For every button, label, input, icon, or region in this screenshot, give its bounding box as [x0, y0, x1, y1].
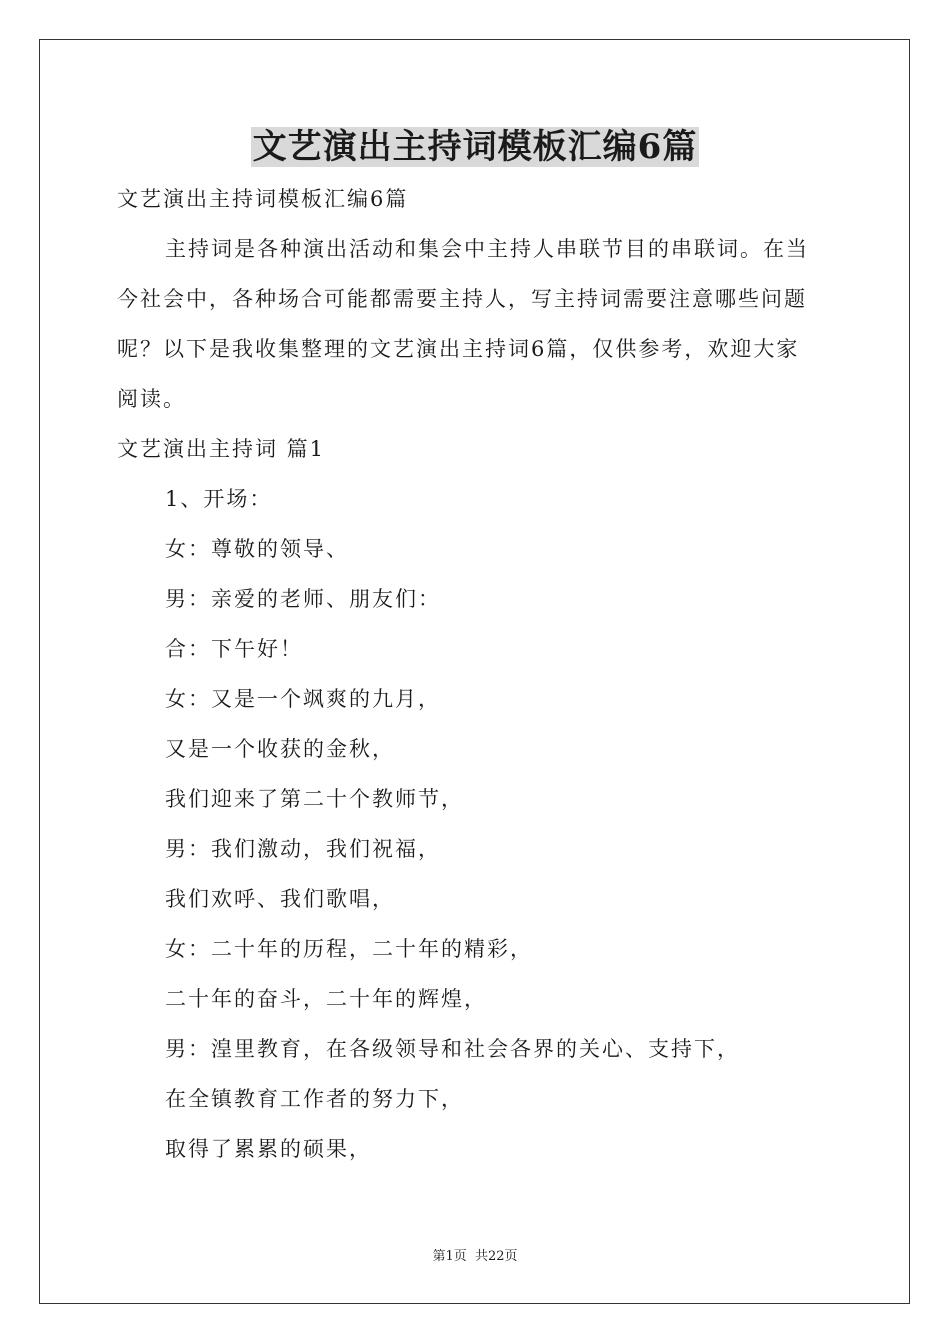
script-line: 男：亲爱的老师、朋友们： [165, 587, 441, 611]
script-line: 我们迎来了第二十个教师节， [165, 787, 464, 811]
intro-line: 呢？以下是我收集整理的文艺演出主持词6篇，仅供参考，欢迎大家 [117, 337, 800, 361]
script-line: 男：我们激动，我们祝福， [165, 837, 441, 861]
script-line: 我们欢呼、我们歌唱， [165, 887, 395, 911]
intro-line: 主持词是各种演出活动和集会中主持人串联节目的串联词。在当 [165, 237, 809, 261]
intro-line: 今社会中，各种场合可能都需要主持人，写主持词需要注意哪些问题 [117, 287, 807, 311]
section-heading: 文艺演出主持词 篇1 [117, 437, 326, 461]
script-line: 又是一个收获的金秋， [165, 737, 395, 761]
script-line: 合：下午好！ [165, 637, 303, 661]
intro-line: 阅读。 [117, 387, 186, 411]
script-line: 男：湟里教育，在各级领导和社会各界的关心、支持下， [165, 1037, 740, 1061]
script-line: 女：又是一个飒爽的九月， [165, 687, 441, 711]
script-line: 1、开场： [165, 487, 273, 511]
document-title [0, 122, 950, 172]
document-subtitle: 文艺演出主持词模板汇编6篇 [117, 187, 409, 211]
page-footer: 第1页 共22页 [432, 1249, 518, 1264]
script-line: 在全镇教育工作者的努力下， [165, 1087, 464, 1111]
script-line: 二十年的奋斗，二十年的辉煌， [165, 987, 487, 1011]
page-border [39, 39, 910, 1304]
script-line: 女：二十年的历程，二十年的精彩， [165, 937, 533, 961]
document-title-text: 文艺演出主持词模板汇编6篇 [252, 127, 698, 167]
script-line: 女：尊敬的领导、 [165, 537, 349, 561]
script-line: 取得了累累的硕果， [165, 1137, 372, 1161]
